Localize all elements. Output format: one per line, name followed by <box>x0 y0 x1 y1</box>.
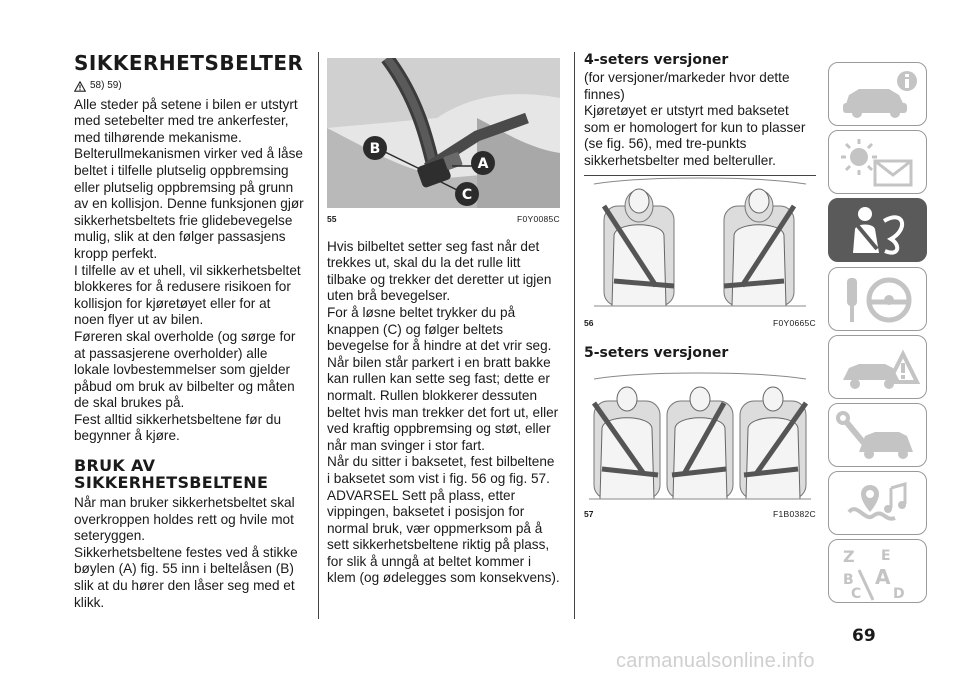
seatbelt-buckle-illustration <box>327 58 560 208</box>
page-number: 69 <box>852 626 876 646</box>
index-letters-icon <box>829 540 928 604</box>
column-2 <box>327 58 560 587</box>
column-1 <box>74 52 304 611</box>
column-divider-1 <box>318 52 319 619</box>
tab-emergency[interactable] <box>828 335 927 399</box>
paragraph: Når bilen står parkert i en bratt bakke kan rullen kan sette seg fast; dette er normalt. Rullen blokkerer dessuten beltet hvis man trekker det fort ut, eller ved kraftig oppbremsing og støt, eller når man svinger i stor fart. <box>327 354 559 453</box>
figure-caption <box>584 506 816 523</box>
subheading-4-seats: 4-seters versjoner <box>584 52 729 68</box>
figure-caption <box>327 211 560 228</box>
figure-code: F1B0382C <box>772 509 816 520</box>
figure-code: F0Y0665C <box>772 317 816 328</box>
index-letter: A <box>875 565 891 590</box>
hazard-triangle-icon <box>829 336 928 400</box>
column-3 <box>584 52 816 523</box>
paragraph: (for versjoner/markeder hvor dette finnes) <box>584 70 790 102</box>
tab-warning-lights[interactable] <box>828 130 927 194</box>
label-b: B <box>369 141 381 157</box>
two-seat-belt-illustration <box>584 176 816 312</box>
warning-refs-text: 58) 59) <box>90 80 122 91</box>
subheading-5-seats: 5-seters versjoner <box>584 345 729 362</box>
paragraph: Hvis bilbeltet setter seg fast når det trekkes ut, skal du la det rulle litt tilbake og trekker det deretter ut igjen uten brå bevegelser. <box>327 238 552 304</box>
tab-maintenance[interactable] <box>828 403 927 467</box>
figure-55 <box>327 58 560 208</box>
figure-caption <box>584 315 816 332</box>
paragraph: For å løsne beltet trykker du på knappen (C) og følger beltets bevegelse for å hindre at det vrir seg. <box>327 304 552 354</box>
seatbelt-airbag-icon <box>829 199 928 263</box>
index-letter: Z <box>843 547 855 567</box>
warning-triangle-icon <box>74 81 86 92</box>
index-letter: C <box>851 586 862 603</box>
paragraph: Sikkerhetsbeltene festes ved å stikke bøylen (A) fig. 55 inn i beltelåsen (B) slik at du hører den låser seg med et klikk. <box>74 544 298 610</box>
label-c: C <box>461 187 473 203</box>
figure-57 <box>584 369 816 503</box>
column-divider-2 <box>574 52 575 619</box>
subsection-title-line2: SIKKERHETSBELTENE <box>74 473 269 493</box>
footer-watermark: carmanualsonline.info <box>616 650 815 672</box>
label-a: A <box>477 156 489 172</box>
warning-lights-icon <box>829 131 928 195</box>
media-navigation-icon <box>829 472 928 536</box>
car-info-icon <box>829 63 928 127</box>
paragraph: Når man bruker sikkerhetsbeltet skal overkroppen holdes rett og hvile mot seteryggen. <box>74 495 295 544</box>
figure-number: 55 <box>327 214 337 224</box>
tab-multimedia[interactable] <box>828 471 927 535</box>
paragraph: Kjøretøyet er utstyrt med baksetet som er homologert for kun to plasser (se fig. 56), med tre-punkts sikkerhetsbelter med belteruller. <box>584 103 806 168</box>
tab-safety[interactable] <box>828 198 927 262</box>
subsection-title <box>74 457 304 491</box>
paragraph: I tilfelle av et uhell, vil sikkerhetsbeltet blokkeres for å redusere risikoen for kollisjon for kjøretøyet eller for at noen flyer ut av bilen. <box>74 262 301 328</box>
paragraph: Fest alltid sikkerhetsbeltene før du begynner å kjøre. <box>74 411 282 444</box>
figure-number: 56 <box>584 317 594 328</box>
wrench-car-icon <box>829 404 928 468</box>
tab-index[interactable] <box>828 539 927 603</box>
figure-56 <box>584 176 816 312</box>
section-title: SIKKERHETSBELTER <box>74 51 304 75</box>
paragraph: ADVARSEL Sett på plass, etter vippingen, baksetet i posisjon for normal bruk, vær oppmerksom på å sett sikkerhetsbeltene riktig på plass, for slik å unngå at beltet kommer i klem (og ødelegges som konsekvens). <box>327 487 560 586</box>
key-steering-icon <box>829 268 928 332</box>
figure-code: F0Y0085C <box>516 214 560 224</box>
paragraph: Belterullmekanismen virker ved å låse beltet i tilfelle plutselig oppbremsing eller plutselig oppbremsing på grunn av en kollisjon. Denne funksjonen gjør sikkerhetsbeltets frie glidebevegelse mulig, slik at den følger passasjens kropp perfekt. <box>74 146 304 261</box>
paragraph: Føreren skal overholde (og sørge for at passasjerene overholder) alle lokale lovbestemmelser som gjelder påbud om bruk av bilbelter og måten de skal brukes på. <box>74 328 296 411</box>
index-letter: D <box>893 586 905 603</box>
paragraph: Når du sitter i baksetet, fest bilbeltene i baksetet som vist i fig. 56 og fig. 57. <box>327 454 555 486</box>
subsection-title-line1: BRUK AV <box>74 456 156 476</box>
tab-car-info[interactable] <box>828 62 927 126</box>
tab-starting-driving[interactable] <box>828 267 927 331</box>
warning-references <box>74 78 304 95</box>
three-seat-belt-illustration <box>584 369 816 503</box>
chapter-tabs <box>828 62 927 608</box>
index-letter: E <box>881 548 891 565</box>
index-letter: B <box>843 572 854 589</box>
paragraph: Alle steder på setene i bilen er utstyrt med setebelter med tre ankerfester, med tilhørende mekanisme. <box>74 96 298 145</box>
figure-number: 57 <box>584 509 594 520</box>
